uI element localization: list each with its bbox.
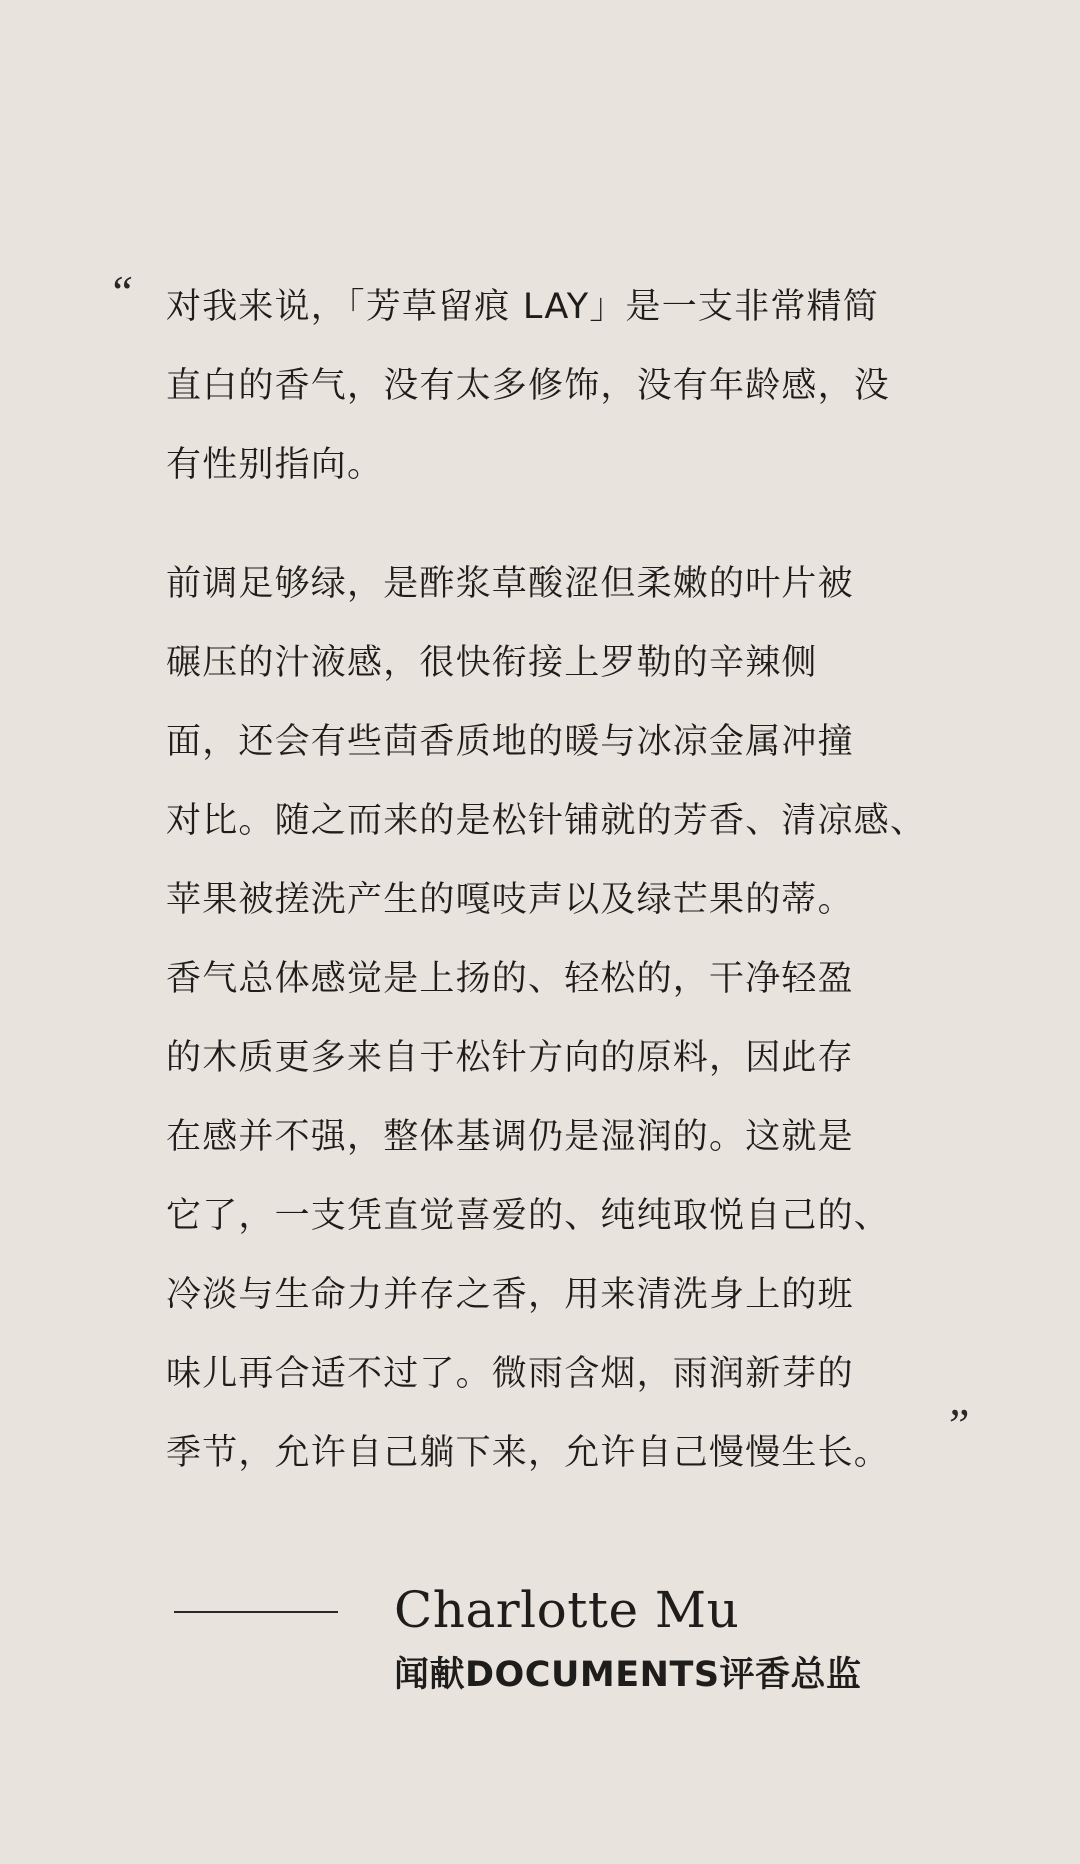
author-name: Charlotte Mu — [394, 1581, 740, 1639]
text-line: 它了，一支凭直觉喜爱的、纯纯取悦自己的、 — [166, 1196, 891, 1236]
quote-paragraph-2 — [166, 545, 926, 1493]
text-line: 有性别指向。 — [166, 445, 384, 485]
closing-quote-mark: ” — [944, 1399, 970, 1450]
text-line: 对我来说，「芳草留痕 LAY」是一支非常精简 — [166, 287, 879, 327]
text-line: 季节，允许自己躺下来，允许自己慢慢生长。 — [166, 1433, 891, 1473]
text-line: 苹果被搓洗产生的嘎吱声以及绿芒果的蒂。 — [166, 880, 854, 920]
author-title: 闻献DOCUMENTS评香总监 — [394, 1655, 862, 1695]
text-line: 碾压的汁液感，很快衔接上罗勒的辛辣侧 — [166, 643, 818, 683]
text-line: 味儿再合适不过了。微雨含烟，雨润新芽的 — [166, 1354, 854, 1394]
attribution-divider — [174, 1611, 338, 1613]
text-line: 的木质更多来自于松针方向的原料，因此存 — [166, 1038, 854, 1078]
text-line: 对比。随之而来的是松针铺就的芳香、清凉感、 — [166, 801, 927, 841]
text-line: 冷淡与生命力并存之香，用来清洗身上的班 — [166, 1275, 854, 1315]
quote-body — [166, 268, 926, 1493]
text-line: 面，还会有些茴香质地的暖与冰凉金属冲撞 — [166, 722, 854, 762]
text-line: 香气总体感觉是上扬的、轻松的，干净轻盈 — [166, 959, 854, 999]
quote-paragraph-1 — [166, 268, 926, 505]
text-line: 直白的香气，没有太多修饰，没有年龄感，没 — [166, 366, 891, 406]
text-line: 在感并不强，整体基调仍是湿润的。这就是 — [166, 1117, 854, 1157]
opening-quote-mark: “ — [108, 266, 134, 317]
text-line: 前调足够绿，是酢浆草酸涩但柔嫩的叶片被 — [166, 564, 854, 604]
